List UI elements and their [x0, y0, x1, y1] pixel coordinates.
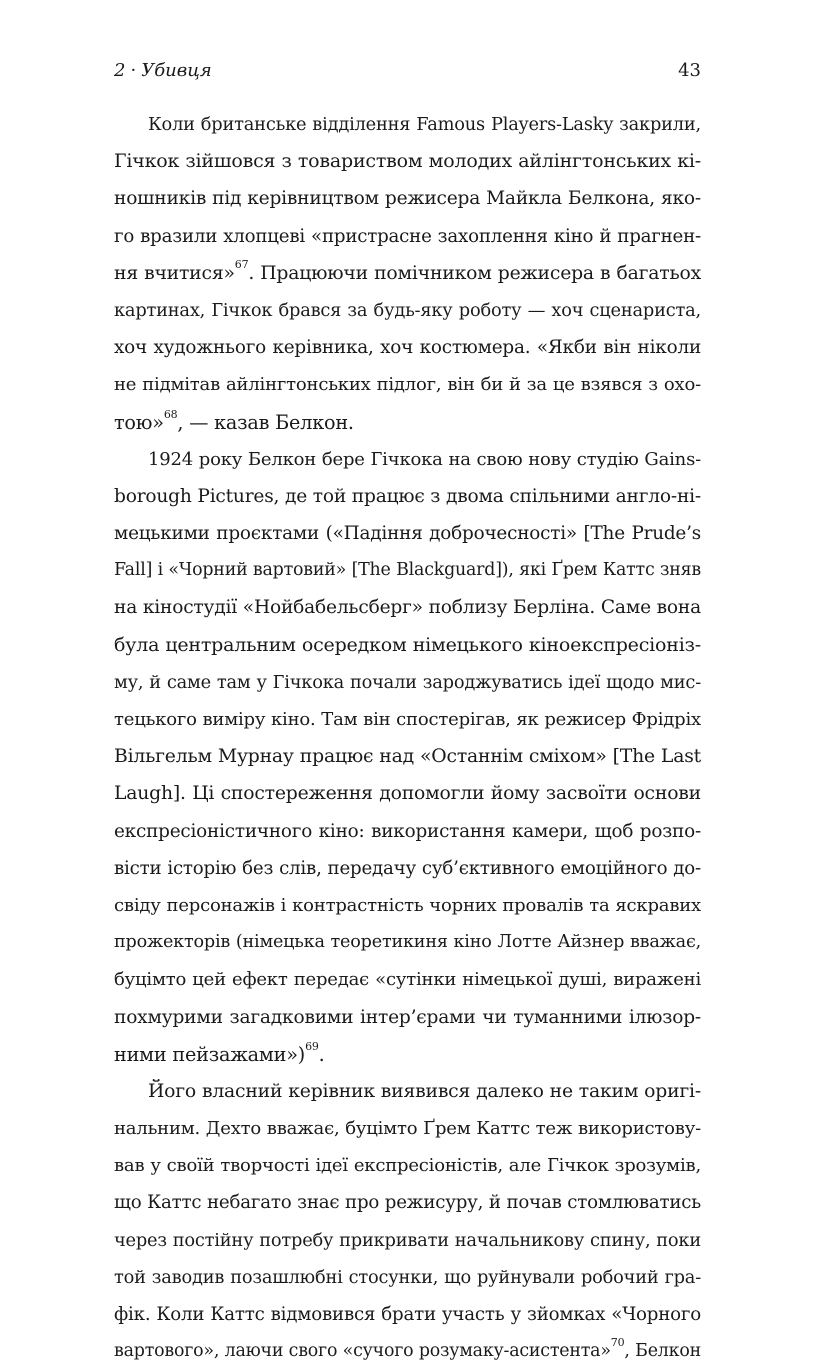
text-line: не підмітав айлінгтонських підлог, він би й за це взявся з охо-: [114, 374, 701, 396]
text-line: му, й саме там у Гічкока почали зароджуватись ідеї щодо мис-: [114, 671, 701, 693]
text-line: той заводив позашлюбні стосунки, що руйнували робочий гра-: [114, 1266, 701, 1288]
text-line: на кіностудії «Нойбабельсберг» поблизу Берліна. Саме вона: [114, 597, 701, 619]
text-segment: ня вчитися»: [114, 262, 235, 284]
text-line: [114, 1036, 701, 1073]
text-line: [114, 404, 701, 441]
text-segment: тою»: [114, 410, 164, 434]
footnote-ref: 67: [234, 258, 249, 272]
text-line: го вразили хлопцеві «пристрасне захоплення кіно й прагнен-: [114, 225, 701, 247]
chapter-title: Убивця: [141, 60, 212, 81]
text-line: експресіоністичного кіно: використання камери, щоб розпо-: [114, 820, 701, 842]
text-line: картинах, Гічкок брався за будь-яку роботу — хоч сценариста,: [114, 299, 701, 321]
text-line: через постійну потребу прикривати начальникову спину, поки: [114, 1229, 701, 1251]
text-line: була центральним осередком німецького кіноекспресіоніз-: [114, 633, 701, 656]
text-line: ношників під керівництвом режисера Майкла Белкона, яко-: [114, 188, 701, 210]
page-number: 43: [678, 60, 701, 81]
text-line: свіду персонажів і контрастність чорних провалів та яскравих: [114, 894, 701, 916]
footnote-ref: 70: [610, 1336, 625, 1350]
text-line: 1924 року Белкон бере Гічкока на свою нову студію Gains-: [148, 448, 701, 470]
text-segment: вартового», лаючи свого «сучого розумаку-асистента»: [114, 1341, 611, 1362]
text-line: хоч художнього керівника, хоч костюмера. «Якби він ніколи: [114, 337, 701, 359]
text-line: Laugh]. Ці спостереження допомогли йому засвоїти основи: [114, 783, 701, 805]
body-text: [114, 106, 701, 1370]
text-segment: , — казав Белкон.: [177, 410, 354, 434]
text-line: мецькими проєктами («Падіння доброчесності» [The Prude’s: [114, 523, 701, 545]
text-line: буцімто цей ефект передає «сутінки німецької душі, виражені: [114, 969, 701, 991]
text-segment: .: [318, 1042, 325, 1066]
text-line: фік. Коли Каттс відмовився брати участь у зйомках «Чорного: [114, 1304, 701, 1325]
footnote-ref: 68: [163, 408, 178, 422]
text-segment: ними пейзажами»): [114, 1042, 306, 1066]
text-line: вісти історію без слів, передачу суб’єктивного емоційного до-: [114, 857, 701, 879]
text-line: нальним. Дехто вважає, буцімто Ґрем Каттс теж використову-: [114, 1118, 701, 1140]
chapter-heading: [114, 60, 212, 81]
text-line: тецького виміру кіно. Там він спостерігав, як режисер Фрідріх: [114, 709, 701, 730]
text-segment: . Працюючи помічником режисера в багатьох: [248, 262, 701, 284]
running-head: [114, 60, 701, 86]
text-line: [114, 255, 701, 292]
chapter-separator: ·: [130, 60, 137, 81]
text-line: вав у своїй творчості ідеї експресіоністів, але Гічкок зрозумів,: [114, 1155, 701, 1177]
text-line: borough Pictures, де той працює з двома спільними англо-ні-: [114, 485, 701, 507]
text-line: Коли британське відділення Famous Players-Lasky закрили,: [148, 114, 701, 135]
chapter-number: 2: [114, 60, 126, 81]
text-line: Fall] і «Чорний вартовий» [The Blackguard]), які Ґрем Каттс зняв: [114, 560, 701, 581]
text-line: Вільгельм Мурнау працює над «Останнім сміхом» [The Last: [114, 746, 701, 768]
text-line: похмурими загадковими інтер’єрами чи туманними ілюзор-: [114, 1006, 701, 1028]
text-line: прожекторів (німецька теоретикиня кіно Лотте Айзнер вважає,: [114, 932, 701, 953]
text-line: Гічкок зійшовся з товариством молодих айлінгтонських кі-: [114, 150, 701, 173]
footnote-ref: 69: [305, 1040, 319, 1054]
text-line: що Каттс небагато знає про режисуру, й почав стомлюватись: [114, 1192, 701, 1214]
text-line: [114, 1333, 701, 1370]
text-line: Його власний керівник виявився далеко не таким оригі-: [148, 1080, 701, 1102]
text-segment: , Белкон: [624, 1341, 701, 1362]
